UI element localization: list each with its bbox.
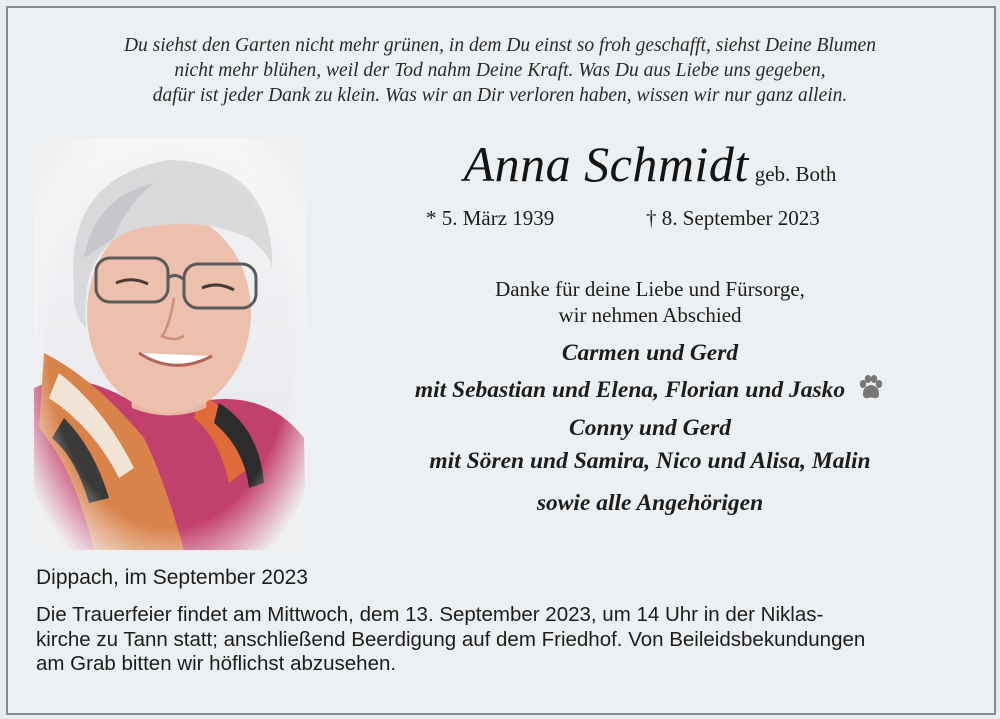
mourner-line: [350, 340, 950, 367]
portrait-photo: [34, 138, 306, 550]
paw-icon: [857, 374, 885, 409]
thanks-text: [380, 276, 920, 328]
mourner-line: [350, 490, 950, 517]
birth-date: * 5. März 1939: [426, 206, 555, 230]
birth-name: geb. Both: [754, 162, 837, 186]
poem-line: nicht mehr blühen, weil der Tod nahm Deine Kraft. Was Du aus Liebe uns gegeben,: [174, 60, 826, 81]
mourner-line: [350, 415, 950, 442]
mourner-text: sowie alle Angehörigen: [536, 490, 764, 516]
mourner-line: [350, 448, 950, 475]
poem-line: dafür ist jeder Dank zu klein. Was wir an Dir verloren haben, wissen wir nur ganz allein.: [152, 85, 848, 106]
mourner-text: Carmen und Gerd: [561, 340, 739, 366]
funeral-service-info: [36, 603, 976, 677]
deceased-name-row: [380, 136, 920, 192]
mourner-text: mit Sebastian und Elena, Florian und Jasko: [414, 376, 846, 403]
service-line: Die Trauerfeier findet am Mittwoch, dem 13. September 2023, um 14 Uhr in der Niklas-: [36, 603, 824, 626]
mourner-line: [350, 374, 950, 409]
service-line: am Grab bitten wir höflichst abzusehen.: [36, 652, 397, 675]
poem-line: Du siehst den Garten nicht mehr grünen, in dem Du einst so froh geschafft, siehst Deine Blumen: [123, 35, 877, 56]
death-date: † 8. September 2023: [646, 206, 820, 230]
thanks-line: wir nehmen Abschied: [558, 303, 742, 327]
place-date: Dippach, im September 2023: [36, 566, 308, 589]
memorial-poem: [0, 33, 1000, 108]
mourner-text: Conny und Gerd: [569, 415, 731, 441]
thanks-line: Danke für deine Liebe und Fürsorge,: [495, 277, 805, 301]
mourner-text: mit Sören und Samira, Nico und Alisa, Malin: [429, 448, 871, 474]
service-line: kirche zu Tann statt; anschließend Beerdigung auf dem Friedhof. Von Beileidsbekundungen: [36, 627, 866, 651]
deceased-name: Anna Schmidt: [463, 136, 749, 192]
